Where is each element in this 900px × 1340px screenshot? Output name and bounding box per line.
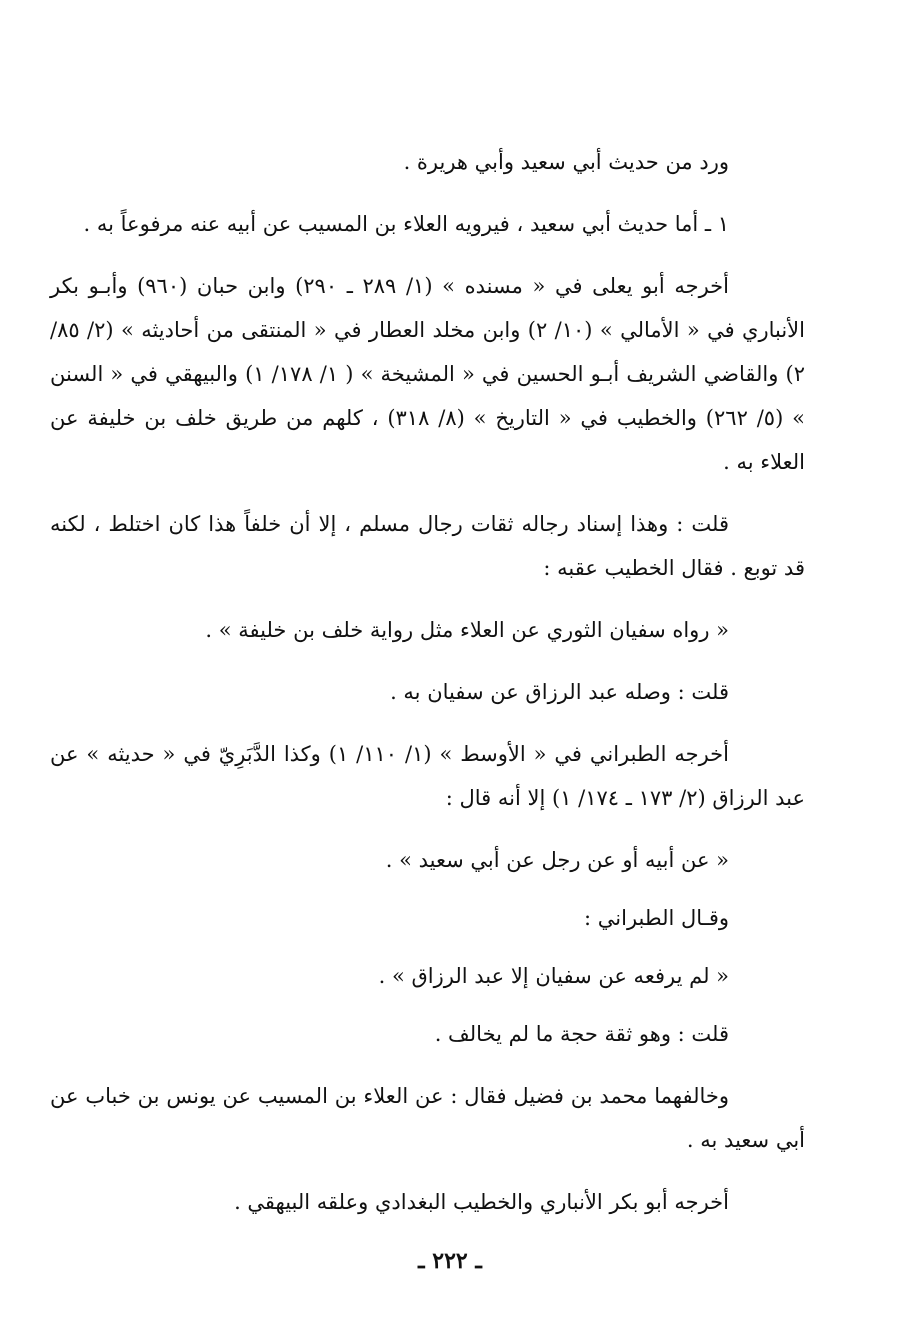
paragraph-12: وخالفهما محمد بن فضيل فقال : عن العلاء بن المسيب عن يونس بن خباب عن أبي سعيد به . [50,1084,805,1152]
paragraph-1: ورد من حديث أبي سعيد وأبي هريرة . [403,150,729,174]
page-body [50,140,805,1242]
paragraph-7: أخرجه الطبراني في « الأوسط » (١/ ١١٠/ ١) وكذا الدَّبَرِيّ في « حديثه » عن عبد الرزاق (٢/ ١٧٣ ـ ١٧٤/ ١) إلا أنه قال : [50,742,805,810]
paragraph-8: « عن أبيه أو عن رجل عن أبي سعيد » . [385,848,729,872]
paragraph-6: قلت : وصله عبد الرزاق عن سفيان به . [390,680,729,704]
paragraph-5: « رواه سفيان الثوري عن العلاء مثل رواية خلف بن خليفة » . [205,618,729,642]
paragraph-3: أخرجه أبو يعلى في « مسنده » (١/ ٢٨٩ ـ ٢٩٠) وابن حبان (٩٦٠) وأبـو بكر الأنباري في « الأمالي » (١٠/ ٢) وابن مخلد العطار في « المنتقى من أحاديثه » (٢/ ٨٥/ ٢) والقاضي الشريف أبـو الحسين في « المشيخة » ( ١/ ١٧٨/ ١) والبيهقي في « السنن » (٥/ ٢٦٢) والخطيب في « التاريخ » (٨/ ٣١٨) ، كلهم من طريق خلف بن خليفة عن العلاء به . [50,274,805,474]
paragraph-2: ١ ـ أما حديث أبي سعيد ، فيرويه العلاء بن المسيب عن أبيه عنه مرفوعاً به . [83,212,729,236]
paragraph-13: أخرجه أبو بكر الأنباري والخطيب البغدادي وعلقه البيهقي . [234,1190,729,1214]
paragraph-9: وقـال الطبراني : [584,906,729,930]
paragraph-11: قلت : وهو ثقة حجة ما لم يخالف . [434,1022,729,1046]
paragraph-4: قلت : وهذا إسناد رجاله ثقات رجال مسلم ، إلا أن خلفاً هذا كان اختلط ، لكنه قد توبع . فقال الخطيب عقبه : [50,512,805,580]
page-number: ـ ٢٢٢ ـ [418,1248,482,1274]
paragraph-10: « لم يرفعه عن سفيان إلا عبد الرزاق » . [378,964,729,988]
